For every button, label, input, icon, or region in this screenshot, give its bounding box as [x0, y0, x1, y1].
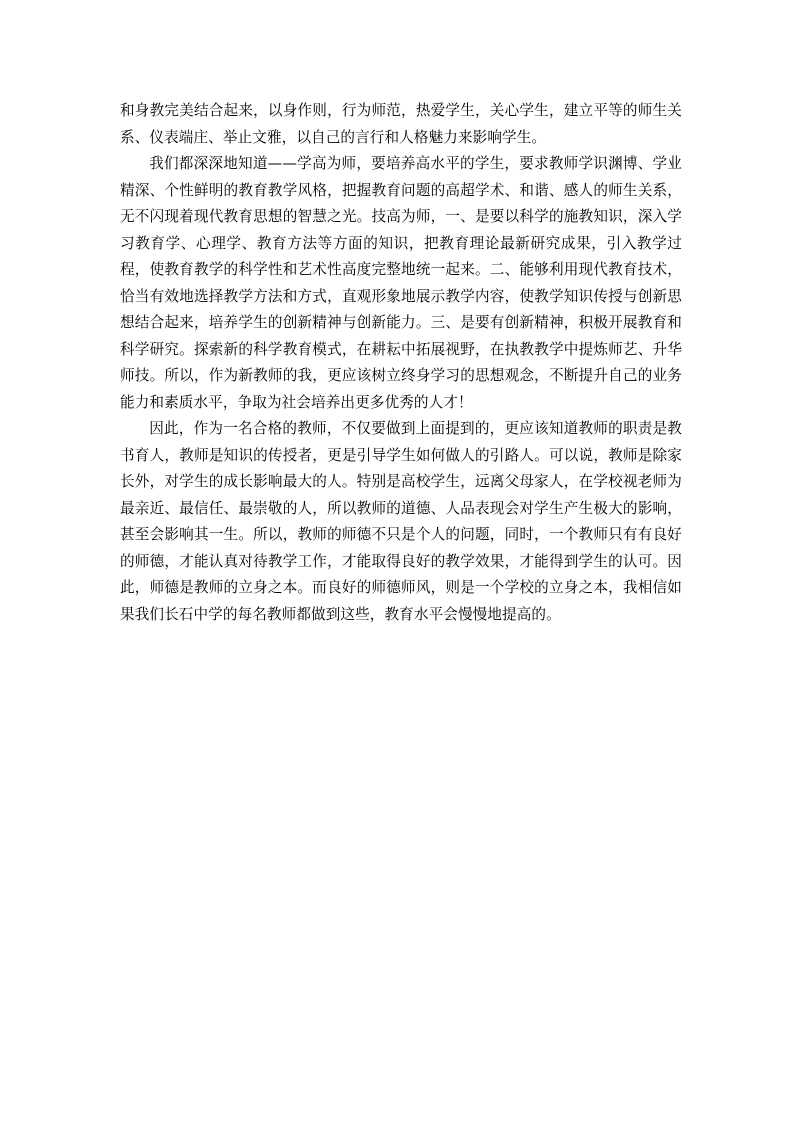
paragraph-1: 和身教完美结合起来，以身作则，行为师范，热爱学生，关心学生，建立平等的师生关系、仪表端庄、举止文雅，以自己的言行和人格魅力来影响学生。 [120, 102, 682, 146]
paragraph-3: 因此，作为一名合格的教师，不仅要做到上面提到的，更应该知道教师的职责是教书育人，教师是知识的传授者，更是引导学生如何做人的引路人。可以说，教师是除家长外，对学生的成长影响最大的人。特别是高校学生，远离父母家人，在学校视老师为最亲近、最信任、最崇敬的人，所以教师的道德、人品表现会对学生产生极大的影响，甚至会影响其一生。所以，教师的师德不只是个人的问题，同时，一个教师只有有良好的师德，才能认真对待教学工作，才能取得良好的教学效果，才能得到学生的认可。因此，师德是教师的立身之本。而良好的师德师风，则是一个学校的立身之本，我相信如果我们长石中学的每名教师都做到这些，教育水平会慢慢地提高的。 [120, 420, 682, 623]
document-body [120, 98, 682, 628]
paragraph-2: 我们都深深地知道——学高为师，要培养高水平的学生，要求教师学识渊博、学业精深、个性鲜明的教育教学风格，把握教育问题的高超学术、和谐、感人的师生关系，无不闪现着现代教育思想的智慧之光。技高为师，一、是要以科学的施教知识，深入学习教育学、心理学、教育方法等方面的知识，把教育理论最新研究成果，引入教学过程，使教育教学的科学性和艺术性高度完整地统一起来。二、能够利用现代教育技术，恰当有效地选择教学方法和方式，直观形象地展示教学内容，使教学知识传授与创新思想结合起来，培养学生的创新精神与创新能力。三、是要有创新精神，积极开展教育和科学研究。探索新的科学教育模式，在耕耘中拓展视野，在执教教学中提炼师艺、升华师技。所以，作为新教师的我，更应该树立终身学习的思想观念，不断提升自己的业务能力和素质水平，争取为社会培养出更多优秀的人才！ [120, 155, 682, 411]
